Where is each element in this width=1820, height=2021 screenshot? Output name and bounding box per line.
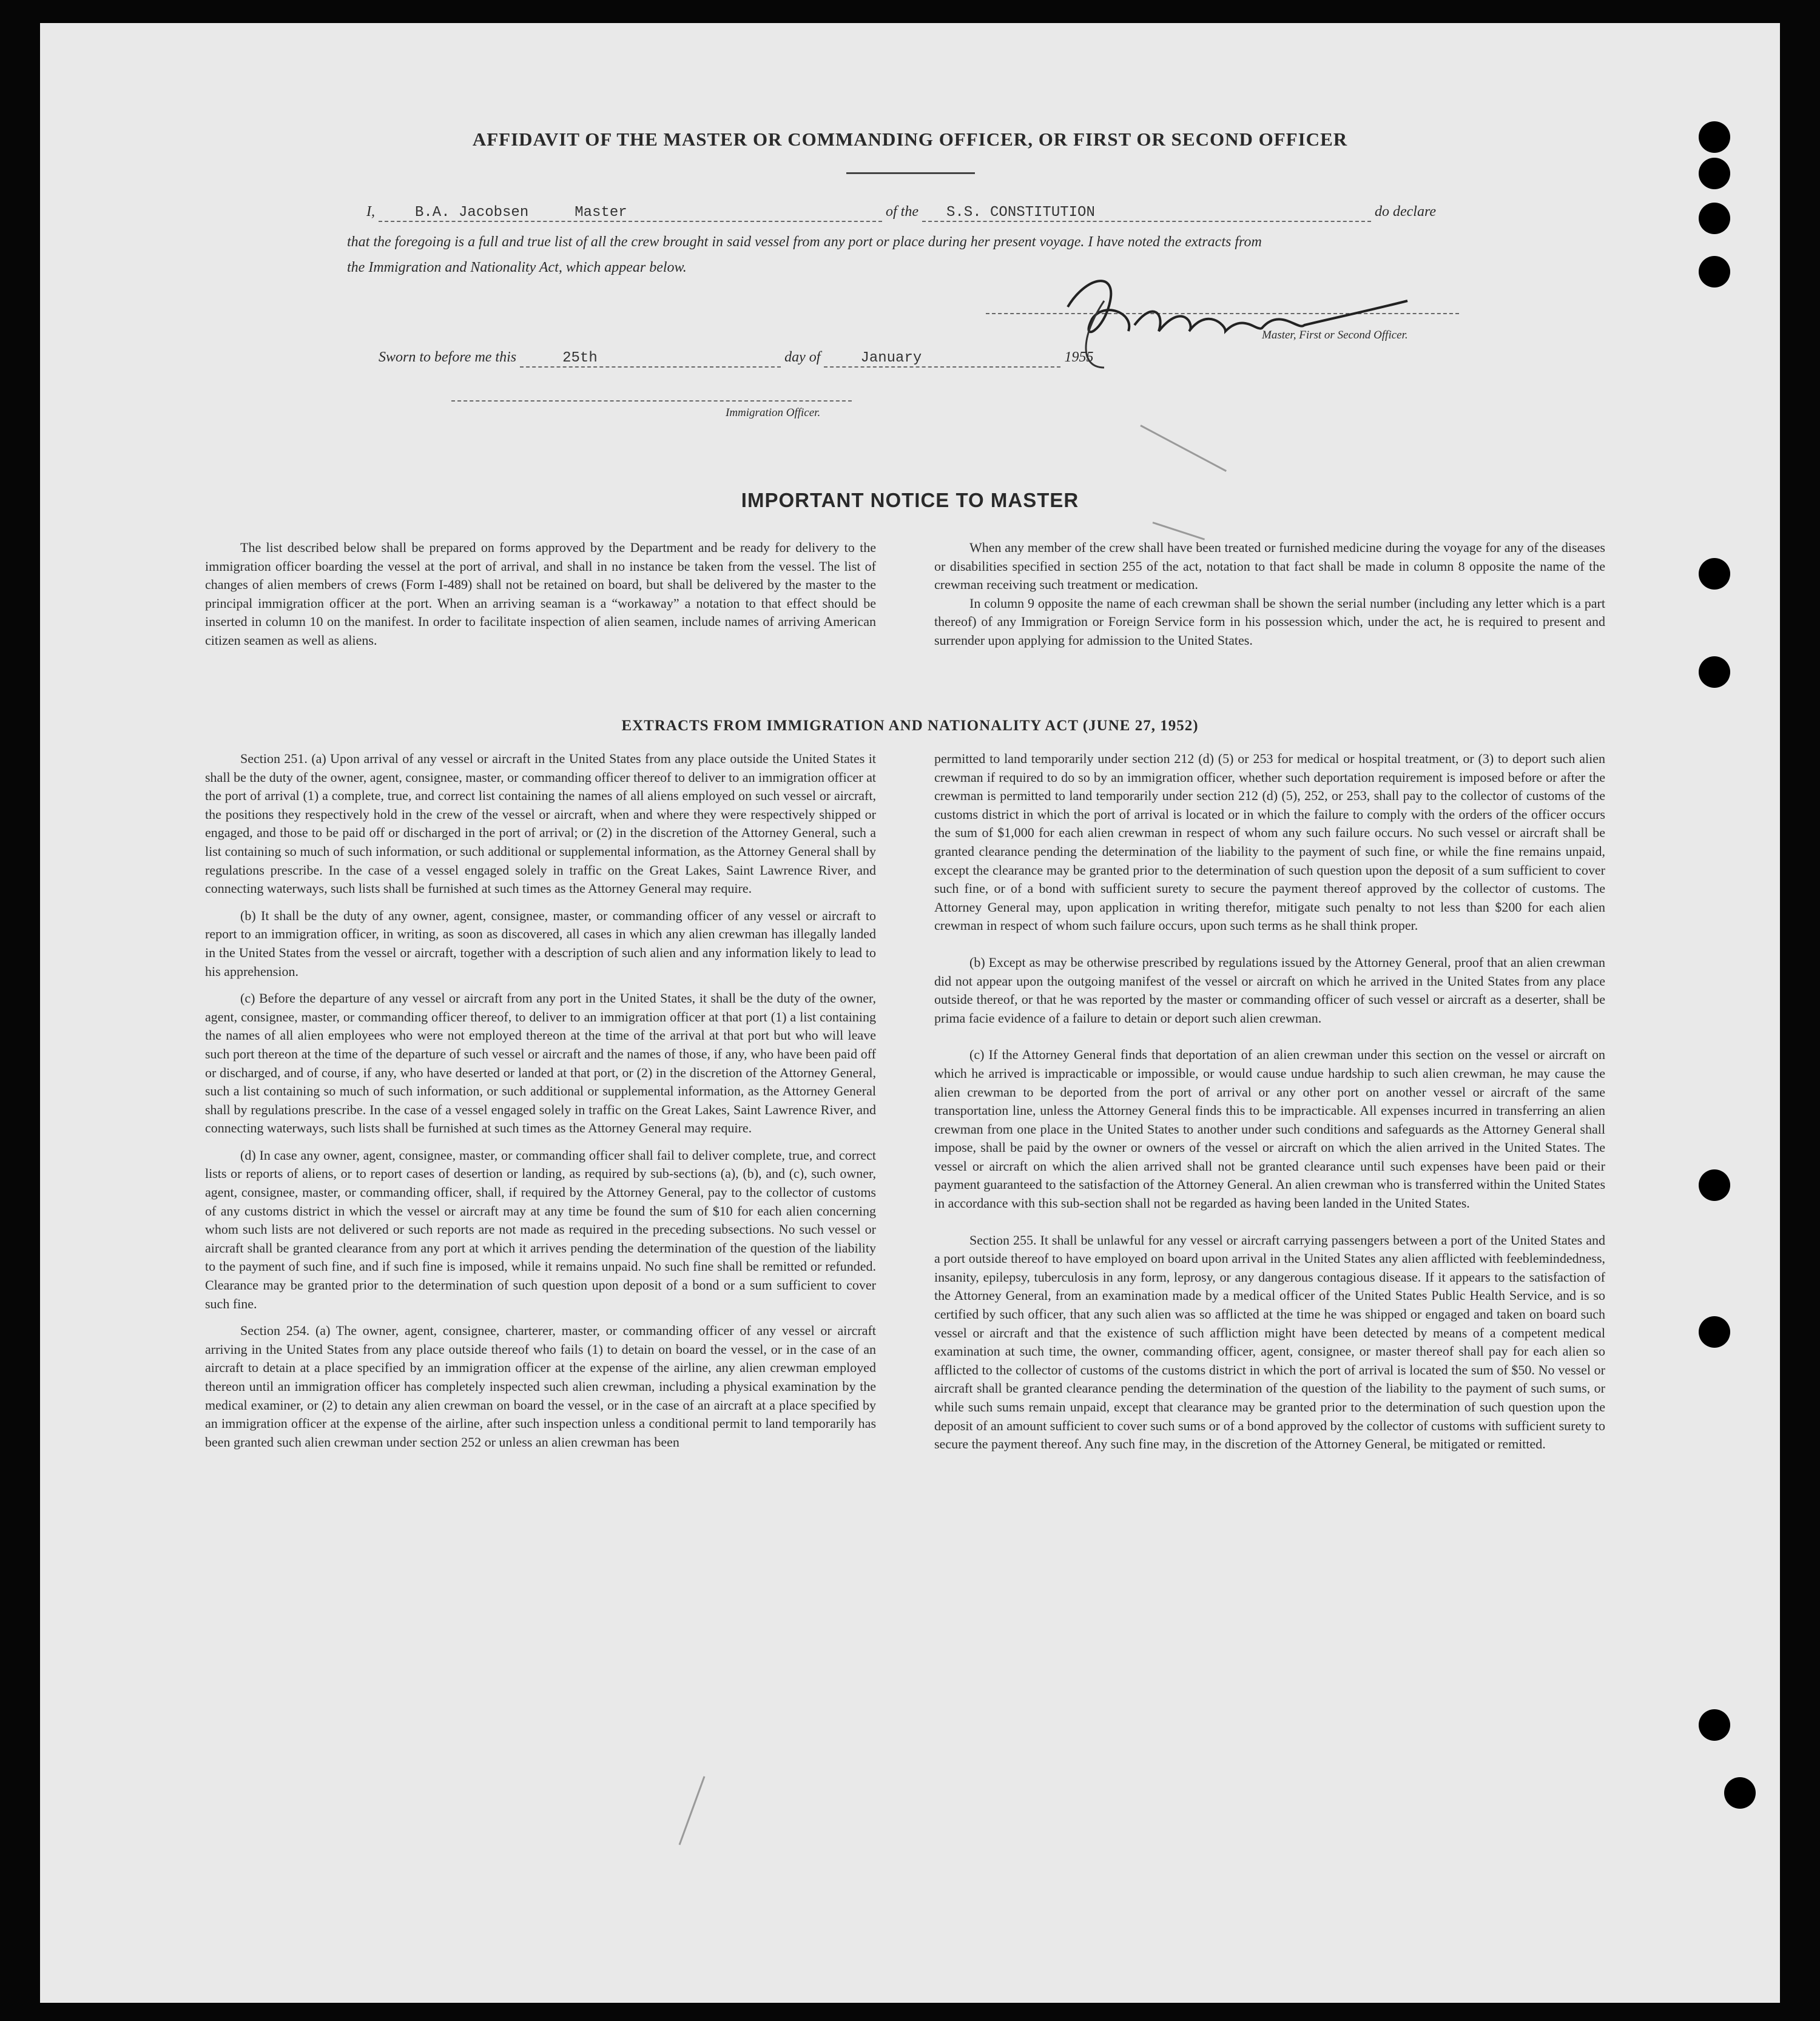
- declaration-line-3: the Immigration and Nationality Act, which appear below.: [347, 260, 687, 275]
- sworn-year: 1955: [1064, 349, 1094, 365]
- sworn-line: [379, 349, 1093, 368]
- notice-title: IMPORTANT NOTICE TO MASTER: [741, 489, 1079, 511]
- extract-paragraph: (d) In case any owner, agent, consignee, master, or commanding officer shall fail to deliver complete, true, and correct lists or reports of aliens, or to report cases of desertion or landing, as required by sub-sections (a), (b), and (c), such owner, agent, consignee, master, or commanding officer, shall, if required by the Attorney General, pay to the collector of customs of any customs district in which the vessel or aircraft may at any time be found the sum of $10 for each alien concerning whom such lists are not delivered or such reports are not made as required in the preceding subsections. No such vessel or aircraft shall be granted clearance from any port at which it arrives pending the determination of the question of the liability to the payment of such fine, and if such fine is imposed, while it remains unpaid. No such fine shall be remitted or refunded. Clearance may be granted prior to the determination of such question upon deposit of a bond or a sum sufficient to cover such fine.: [205, 1147, 876, 1311]
- binder-hole: [1699, 1316, 1730, 1348]
- extracts-right-column: [934, 750, 1605, 1462]
- vessel-name: S.S. CONSTITUTION: [946, 204, 1095, 221]
- binder-hole: [1699, 656, 1730, 688]
- extract-paragraph: Section 255. It shall be unlawful for any vessel or aircraft carrying passengers between a port of the United States and a port outside thereof to have employed on board upon arrival in the United States any alien afflicted with feeblemindedness, insanity, epilepsy, tuberculosis in any form, leprosy, or any dangerous contagious disease. If it appears to the satisfaction of the Attorney General, from an examination made by a medical officer of the United States Public Health Service, and is so certified by such officer, that any such alien was so afflicted at the time he was shipped or engaged and taken on board such vessel or aircraft and that the existence of such affliction might have been detected by means of a competent medical examination at such time, the owner, commanding officer, agent, consignee, or master thereof shall pay for each alien so afflicted to the collector of customs of the customs district in which the port of arrival is located the sum of $50. No vessel or aircraft shall be granted clearance pending the determination of the question of the liability to the payment of such sums, or while such sums remain unpaid, except that clearance may be granted prior to the determination of such question upon the deposit of an amount sufficient to cover such sums or of a bond approved by the collector of customs with sufficient surety to secure the payment thereof. Any such fine may, in the discretion of the Attorney General, be mitigated or remitted.: [934, 1232, 1605, 1452]
- binder-hole: [1699, 1709, 1730, 1741]
- notice-left-paragraph: The list described below shall be prepared on forms approved by the Department and be ready for delivery to the immigration officer boarding the vessel at the port of arrival, and shall in no instance be taken from the vessel. The list of changes of alien members of crews (Form I-489) shall not be retained on board, but shall be delivered by the master to the principal immigration officer at the port. When an arriving seaman is a “workaway” a notation to that effect should be inserted in column 10 on the manifest. In order to facilitate inspection of alien seamen, include names of arriving American citizen seamen as well as aliens.: [205, 540, 876, 648]
- notice-right-paragraph: When any member of the crew shall have been treated or furnished medicine during the voyage for any of the diseases or disabilities specified in section 255 of the act, notation to that fact shall be made in column 8 opposite the name of the crewman receiving such treatment or medication.: [934, 540, 1605, 593]
- sworn-month-field: [824, 349, 1060, 368]
- binder-hole: [1699, 256, 1730, 288]
- sworn-month: January: [860, 350, 922, 366]
- master-signature: [1043, 264, 1432, 374]
- extract-paragraph: permitted to land temporarily under section 212 (d) (5) or 253 for medical or hospital treatment, or (3) to deport such alien crewman if required to do so by an immigration officer, whether such deportation requirement is imposed before or after the crewman is permitted to land temporarily under section 212 (d) (5), 252, or 253, shall pay to the collector of customs of the customs district in which the port of arrival is located or in which the failure to comply with the orders of the officer occurs the sum of $1,000 for each alien crewman in respect of whom any such failure occurs. No such vessel or aircraft shall be granted clearance pending the determination of the liability to the payment of such fine, or while the fine remains unpaid, except the clearance may be granted prior to the determination of such question upon the deposit of a sum sufficient to cover such fine, or of a bond with sufficient surety to secure the payment thereof approved by the collector of customs. The Attorney General may, upon application in writing therefor, mitigate such penalty to not less than $200 for each alien crewman in respect of whom such failure occurs, upon such terms as he shall think proper.: [934, 751, 1605, 933]
- notice-right-column: [934, 539, 1605, 659]
- vessel-field: [922, 204, 1371, 222]
- extracts-title: EXTRACTS FROM IMMIGRATION AND NATIONALITY ACT (JUNE 27, 1952): [621, 718, 1199, 734]
- declaration-line-2: that the foregoing is a full and true list of all the crew brought in said vessel from any port or place during her present voyage. I have noted the extracts from: [347, 234, 1262, 250]
- binder-hole: [1699, 1169, 1730, 1201]
- extracts-left-column: [205, 750, 876, 1460]
- officer-rank: Master: [575, 204, 627, 221]
- notice-right-paragraph: In column 9 opposite the name of each crewman shall be shown the serial number (including any letter which is a part thereof) of any Immigration or Foreign Service form in his possession which, under the act, he is required to present and surrender upon applying for admission to the United States.: [934, 595, 1605, 648]
- sworn-day: 25th: [562, 350, 598, 366]
- sworn-day-field: [520, 349, 781, 368]
- affidavit-title: AFFIDAVIT OF THE MASTER OR COMMANDING OFFICER, OR FIRST OR SECOND OFFICER: [472, 129, 1348, 150]
- title-underline: [846, 172, 975, 174]
- binder-hole: [1699, 203, 1730, 234]
- sworn-prefix: Sworn to before me this: [379, 349, 517, 365]
- do-declare-label: do declare: [1375, 204, 1437, 220]
- extract-paragraph: (b) It shall be the duty of any owner, agent, consignee, master, or commanding officer of any vessel or aircraft to report to an immigration officer, in writing, as soon as discovered, all cases in which any alien crewman has illegally landed in the United States from the vessel or aircraft, together with a description of such alien and any information likely to lead to his apprehension.: [205, 907, 876, 979]
- notice-left-column: [205, 539, 876, 659]
- immigration-officer-line: [451, 400, 852, 402]
- extract-paragraph: (c) Before the departure of any vessel or aircraft from any port in the United States, it shall be the duty of the owner, agent, consignee, master, or commanding officer thereof, to deliver to an immigration officer at that port (1) a list containing the names of all alien employees who were not employed thereon at the time of the arrival at that port but who will leave such port thereon at the time of the departure of such vessel or aircraft and the names of those, if any, who have been paid off or discharged, and of course, if any, who have deserted or landed at that port, or (2) in the discretion of the Attorney General, such a list containing so much of such information, or such additional or supplemental information, as the Attorney General shall by regulations prescribe. In the case of a vessel engaged solely in traffic on the Great Lakes, Saint Lawrence River, and connecting waterways, such lists shall be furnished at such times as the Attorney General may require.: [205, 990, 876, 1136]
- immigration-officer-caption: Immigration Officer.: [726, 406, 821, 419]
- extract-paragraph: (c) If the Attorney General finds that deportation of an alien crewman under this section on the vessel or aircraft on which he arrived is impracticable or impossible, or would cause undue hardship to such alien crewman, he may cause the alien crewman to be deported from the port of arrival or any other port on another vessel or aircraft of the same transportation line, unless the Attorney General finds this to be impracticable. All expenses incurred in transferring an alien crewman from one place in the United States to another under such conditions and safeguards as the Attorney General shall impose, shall be paid by the owner or owners of the vessel or aircraft on which the alien arrived in the United States. The vessel or aircraft on which the alien arrived shall not be granted clearance until such expenses have been paid or their payment guaranteed to the satisfaction of the Attorney General. An alien crewman who is transferred within the United States in accordance with this sub-section shall not be regarded as having been landed in the United States.: [934, 1047, 1605, 1211]
- affidavit-prefix: I,: [366, 204, 375, 220]
- binder-hole: [1724, 1777, 1756, 1809]
- officer-name: B.A. Jacobsen: [415, 204, 529, 221]
- extract-paragraph: Section 251. (a) Upon arrival of any vessel or aircraft in the United States from any place outside the United States it shall be the duty of the owner, agent, consignee, master, or commanding officer thereof to deliver to an immigration officer at the port of arrival (1) a complete, true, and correct list containing the names of all aliens employed on such vessel or aircraft, the positions they respectively hold in the crew of the vessel or aircraft, when and where they were respectively shipped or engaged, and those to be paid off or discharged in the port of arrival; or (2) in the discretion of the Attorney General, such a list containing so much of such information, or such additional or supplemental information, as the Attorney General shall by regulations prescribe. In the case of a vessel engaged solely in traffic on the Great Lakes, Saint Lawrence River, and connecting waterways, such lists shall be furnished at such times as the Attorney General may require.: [205, 751, 876, 896]
- binder-hole: [1699, 158, 1730, 189]
- binder-hole: [1699, 558, 1730, 590]
- of-the-label: of the: [886, 204, 918, 220]
- extract-paragraph: (b) Except as may be otherwise prescribed by regulations issued by the Attorney General, proof that an alien crewman did not appear upon the outgoing manifest of the vessel or aircraft on which he arrived in the United States from any place outside thereof, or that he was reported by the master or commanding officer of such vessel or aircraft as a deserter, shall be prima facie evidence of a failure to detain or deport such alien crewman.: [934, 954, 1605, 1026]
- extract-paragraph: Section 254. (a) The owner, agent, consignee, charterer, master, or commanding officer of any vessel or aircraft arriving in the United States from any place outside thereof who fails (1) to detain on board the vessel, or in the case of an aircraft to detain at a place specified by an immigration officer at the expense of the airline, any alien crewman employed thereon until an immigration officer has completely inspected such alien crewman, including a physical examination by the medical examiner, or (2) to detain any alien crewman on board the vessel, or in the case of an aircraft at a place specified by an immigration officer at the expense of the airline, after such inspection unless a conditional permit to land temporarily has been granted such alien crewman under section 252 or unless an alien crewman has been: [205, 1323, 876, 1450]
- affidavit-line-1: [366, 204, 1436, 222]
- day-of-label: day of: [784, 349, 821, 365]
- officer-field: [379, 204, 882, 222]
- signature-caption: Master, First or Second Officer.: [1262, 329, 1408, 341]
